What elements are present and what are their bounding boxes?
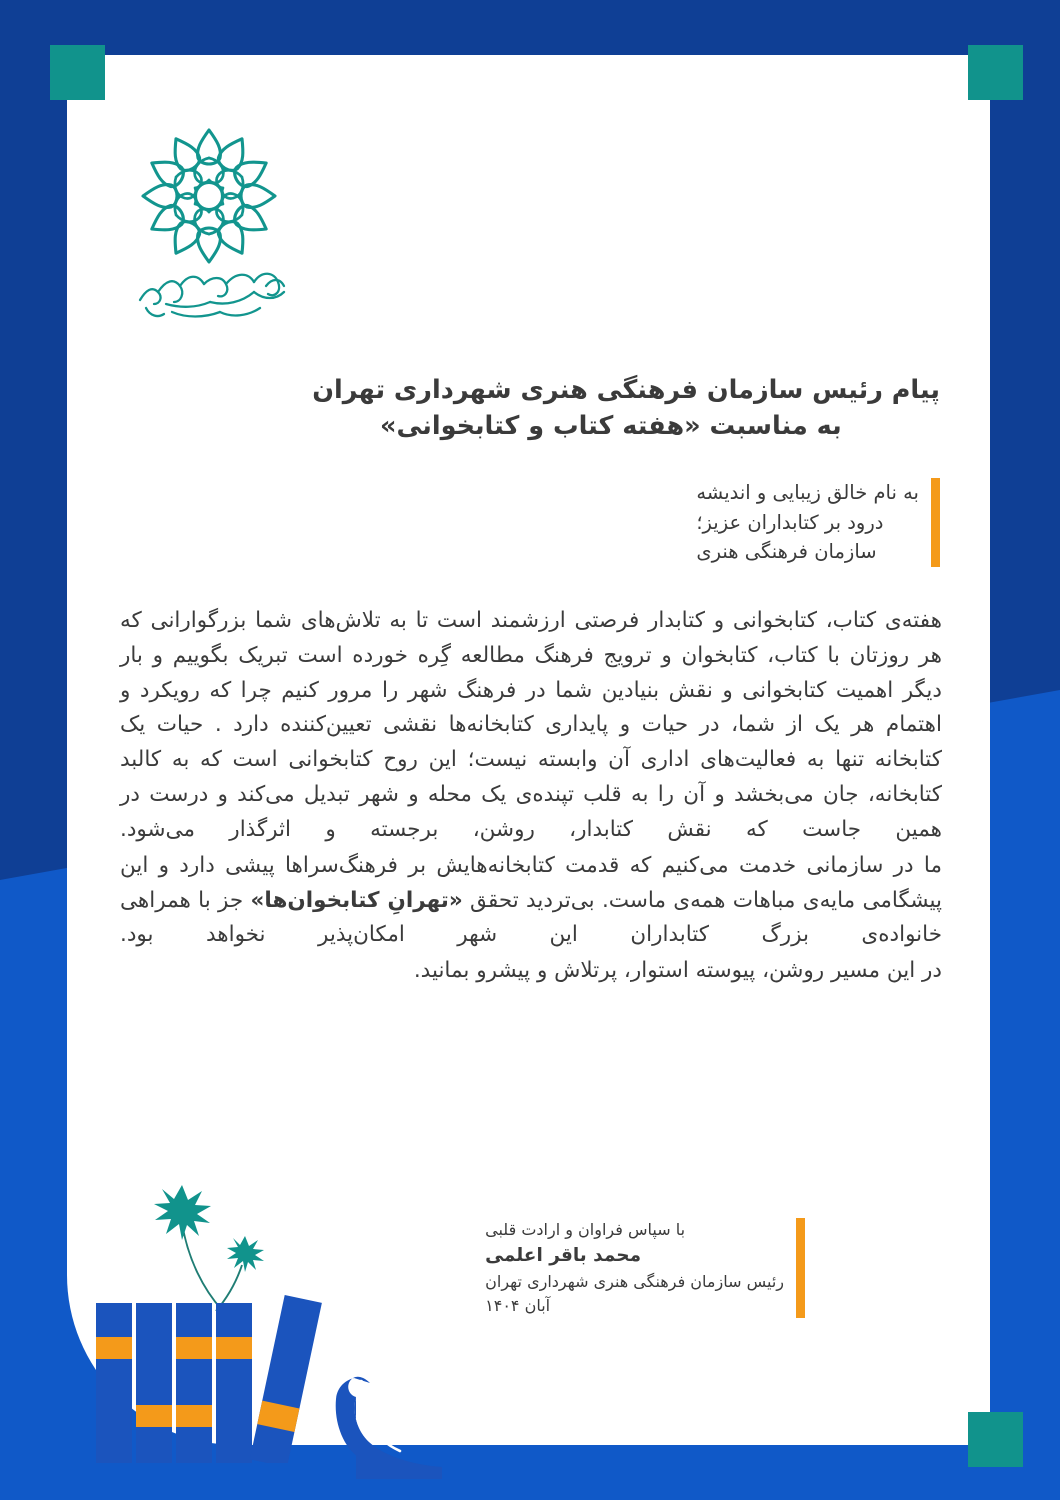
- flower-large-icon: [154, 1185, 211, 1240]
- corner-square-bottom-right: [968, 1412, 1023, 1467]
- body-paragraph-2-highlight: «تهرانِ کتابخوان‌ها»: [250, 887, 463, 913]
- signature-role: رئیس سازمان فرهنگی هنری شهرداری تهران: [485, 1271, 784, 1291]
- logo-mark-icon: [130, 118, 290, 323]
- body-paragraph-3: در این مسیر روشن، پیوسته استوار، پرتلاش و پیشرو بمانید.: [413, 958, 942, 984]
- organization-logo: [130, 118, 290, 323]
- body-paragraph-2: [120, 849, 942, 953]
- illustration-svg: [70, 1185, 550, 1485]
- salutation-line-3: سازمان فرهنگی هنری: [696, 540, 877, 564]
- flower-stems: [182, 1223, 242, 1311]
- book-stack: [96, 1303, 252, 1463]
- title-line-1: پیام رئیس سازمان فرهنگی هنری شهرداری تهران: [312, 375, 940, 405]
- title-line-2: به مناسبت «هفته کتاب و کتابخوانی»: [380, 411, 842, 442]
- message-body: [120, 604, 942, 990]
- book-4: [216, 1303, 252, 1463]
- book-1: [96, 1303, 132, 1463]
- book-1-band: [96, 1337, 132, 1359]
- book-4-band: [216, 1337, 252, 1359]
- corner-square-top-right: [968, 45, 1023, 100]
- ground-band: [70, 1463, 550, 1485]
- flower-small-icon: [227, 1236, 264, 1272]
- books-bird-illustration: [70, 1185, 550, 1485]
- bird-eye: [359, 1380, 364, 1385]
- book-2-band: [136, 1405, 172, 1427]
- page-title: [312, 372, 940, 444]
- book-2: [136, 1303, 172, 1463]
- signature-accent-bar: [796, 1218, 805, 1318]
- book-3: [176, 1303, 212, 1463]
- body-paragraph-1: هفته‌ی کتاب، کتابخوانی و کتابدار فرصتی ارزشمند است تا به تلاش‌های شما بزرگوارانی که هر روزتان با کتاب، کتابخوان و ترویج فرهنگ مطالعه گِره خورده است تبریک بگوییم و بار دیگر اهمیت کتابخوانی و نقش بنیادین شما در فرهنگ شهر را مرور کنیم چرا که رویکرد و اهتمام هر یک از شما، در حیات و پایداری کتابخانه‌ها نقشی تعیین‌کننده دارد . حیات یک کتابخانه تنها به فعالیت‌های اداری آن وابسته نیست؛ این روح کتابخوانی است که به کالبد کتابخانه، جان می‌بخشد و آن را به قلب تپنده‌ی یک محله و شهر تبدیل می‌کند و درست در همین جاست که نقش کتابدار، روشن، برجسته و اثرگذار می‌شود.: [120, 608, 942, 842]
- salutation-block: [696, 478, 940, 567]
- book-3-band-top: [176, 1337, 212, 1359]
- signature-name: محمد باقر اعلمی: [485, 1245, 642, 1266]
- signature-closing: با سپاس فراوان و ارادت قلبی: [485, 1220, 686, 1239]
- salutation-line-1: به نام خالق زیبایی و اندیشه: [696, 481, 919, 504]
- body-paragraph-2-prefix: ما در سازمانی خدمت می‌کنیم که قدمت کتابخانه‌هایش بر فرهنگ‌سراها پیشی دارد و این پیشگامی مایه‌ی مباهات همه‌ی ماست. بی‌تردید تحقق: [120, 852, 942, 913]
- signature-date: آبان ۱۴۰۴: [485, 1295, 551, 1315]
- salutation-accent-bar: [931, 478, 940, 567]
- body-paragraph-2-suffix: جز با همراهی خانواده‌ی بزرگ کتابداران این شهر امکان‌پذیر نخواهد بود.: [120, 887, 942, 948]
- leaning-book: [250, 1295, 322, 1467]
- salutation-line-2: درود بر کتابداران عزیز؛: [696, 510, 884, 534]
- corner-square-top-left: [50, 45, 105, 100]
- leaning-book-cover: [250, 1295, 322, 1467]
- book-3-band-bottom: [176, 1405, 212, 1427]
